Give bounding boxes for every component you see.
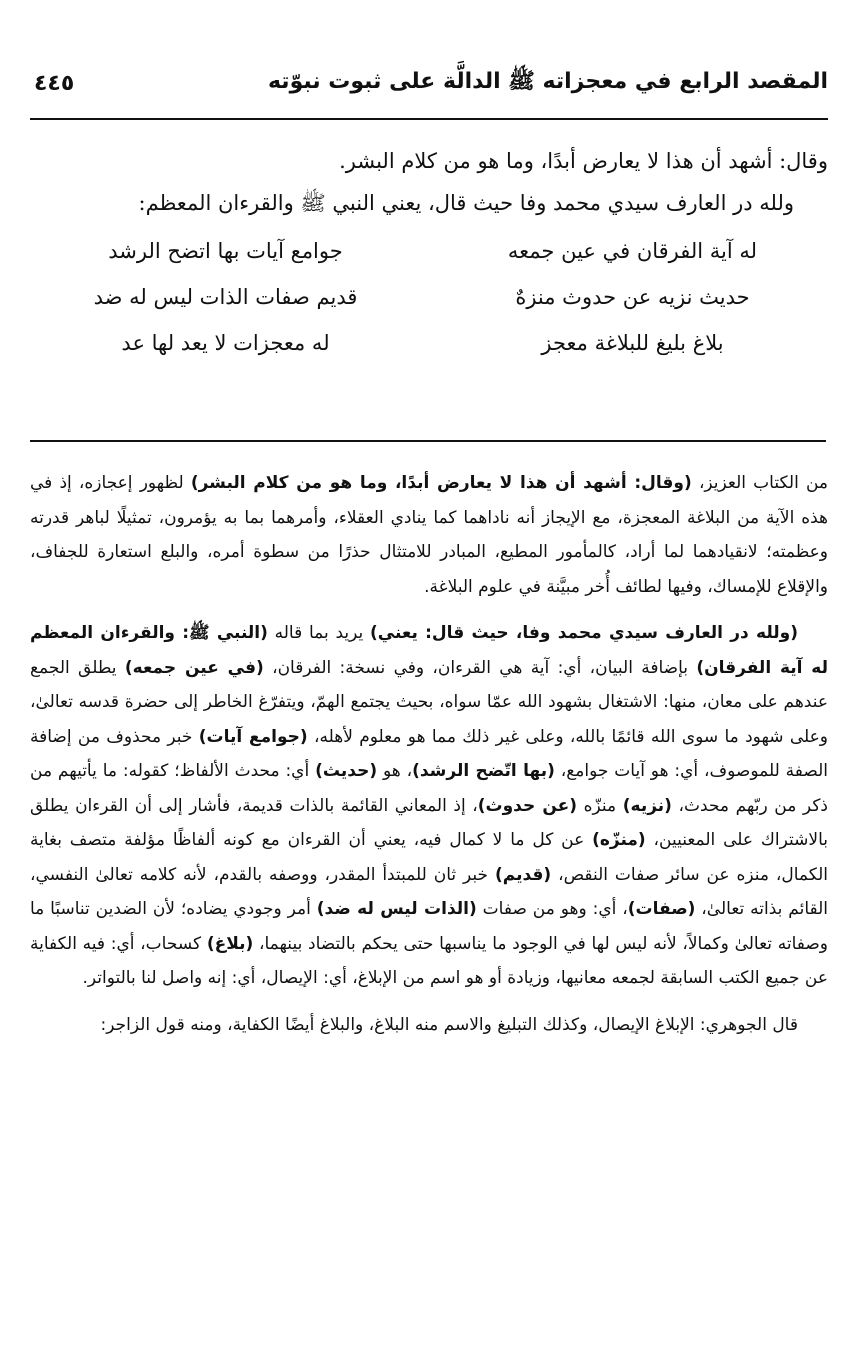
matn-line: ولله در العارف سيدي محمد وفا حيث قال، يعني النبي ﷺ والقرءان المعظم:: [138, 191, 794, 215]
commentary-span: بإضافة البيان، أي: آية هي القرءان، وفي نسخة: الفرقان،: [263, 657, 697, 678]
quoted-matn: (بلاغ): [206, 933, 254, 954]
commentary-paragraph: قال الجوهري: الإبلاغ الإيصال، وكذلك التبليغ والاسم منه البلاغ، والبلاغ أيضًا الكفاية، ومنه قول الزاجر:: [100, 1014, 798, 1035]
quoted-matn: (جوامع آيات): [198, 726, 308, 747]
commentary-paragraph: [30, 616, 828, 996]
commentary-span: ، إذ المعاني القائمة بالذات قديمة، فأشار إلى أن القرءان يطلق بالاشتراك على المعنيين،: [30, 795, 828, 850]
running-title: المقصد الرابع في معجزاته ﷺ الدالَّة على ثبوت نبوّته: [267, 69, 828, 94]
main-text: [30, 140, 828, 366]
commentary-span: عن كل ما لا كمال فيه، يعني أن القرءان مع كونه ألفاظًا مؤلفة متصف بغاية الكمال، منزه عن سائر صفات النقص،: [30, 830, 828, 885]
header-rule: [30, 118, 828, 120]
quoted-matn: (صفات): [627, 899, 696, 919]
commentary-span: لظهور إعجازه، إذ في هذه الآية من البلاغة المعجزة، مع الإيجاز أنه ناداهما كما ينادي العقلاء، وأمرهما بما به يؤمرون، تمثيلًا لباهر قدرته وعظمته؛ لانقيادهما لما أراد، كالمأمور المطيع، المبادر للامتثال حذرًا من سطوة أمره، والبلع استعارة للجفاف، والإقلاع للإمساك، وفيها لطائف أُخر مبيَّنة في علوم البلاغة.: [30, 473, 828, 597]
commentary-span: منزّه: [577, 795, 623, 816]
quoted-matn: (منزّه): [592, 830, 646, 850]
commentary-separator: [30, 440, 826, 442]
page-number: ٤٤٥: [34, 70, 75, 96]
quoted-matn: (الذات ليس له ضد): [316, 899, 477, 919]
quoted-matn: (نزيه): [622, 795, 672, 816]
commentary-text: [30, 466, 828, 1054]
poem-verse: [30, 228, 828, 274]
quoted-matn: (النبي ﷺ: والقرءان المعظم له آية الفرقان): [30, 623, 828, 678]
quoted-matn: (وقال: أشهد أن هذا لا يعارض أبدًا، وما هو من كلام البشر): [190, 473, 692, 493]
verse-first-hemistich: حديث نزيه عن حدوث منزهٌ: [515, 285, 750, 309]
commentary-paragraph: [30, 466, 828, 604]
verse-second-hemistich: قديم صفات الذات ليس له ضد: [93, 285, 358, 309]
commentary-span: أمر وجودي يضاده؛ لأن الضدين تناسبًا ما وصفاته تعالىٰ وكمالاً، لأنه ليس لها في الوجود ما يناسبها حتى يحكم بالتضاد بينهما،: [30, 899, 829, 954]
quoted-matn: (بها اتّضح الرشد): [412, 761, 555, 781]
verse-second-hemistich: له معجزات لا يعد لها عد: [121, 331, 330, 355]
verse-first-hemistich: له آية الفرقان في عين جمعه: [507, 239, 758, 263]
poem-verse: [30, 320, 828, 366]
quoted-matn: (عن حدوث): [477, 795, 578, 816]
page-header: [34, 58, 828, 108]
poem: [30, 228, 828, 366]
commentary-span: كسحاب، أي: فيه الكفاية عن جميع الكتب السابقة لجمعه معانيها، وزيادة أو هو اسم من الإبلاغ، أي: الإيصال، أي: إنه واصل لنا بالتواتر.: [30, 933, 828, 988]
commentary-span: ، هو: [377, 761, 413, 781]
commentary-span: خبر محذوف من إضافة الصفة للموصوف، أي: هو آيات جوامع،: [30, 726, 828, 781]
verse-first-hemistich: بلاغ بليغ للبلاغة معجز: [541, 331, 724, 355]
quoted-matn: (حديث): [315, 761, 378, 781]
quoted-matn: (في عين جمعه): [124, 657, 264, 678]
commentary-span: من الكتاب العزيز،: [691, 473, 828, 493]
quoted-matn: (ولله در العارف سيدي محمد وفا، حيث قال: يعني): [369, 623, 798, 643]
commentary-span: خبر ثان للمبتدأ المقدر، ووصفه بالقدم، لأنه كلامه تعالىٰ النفسي، القائم بذاته تعالىٰ،: [30, 864, 829, 919]
commentary-span: يريد بما قاله: [267, 623, 370, 643]
commentary-span: يطلق الجمع عندهم على معان، منها: الاشتغال بشهود الله عمّا سواه، بحيث يجتمع الهمّ، ويتفرّغ الخاطر إلى حضرة قدسه تعالىٰ، وعلى شهود ما سوى الله قائمًا بالله، وعلى غير ذلك مما هو معلوم لأهله،: [30, 657, 828, 747]
commentary-span: ، أي: وهو من صفات: [476, 899, 628, 919]
matn-line: وقال: أشهد أن هذا لا يعارض أبدًا، وما هو من كلام البشر.: [339, 149, 828, 173]
verse-second-hemistich: جوامع آيات بها اتضح الرشد: [108, 239, 343, 263]
commentary-span: أي: محدث الألفاظ؛ كقوله: ما يأتيهم من ذكر من ربّهم محدث،: [30, 761, 828, 816]
poem-verse: [30, 274, 828, 320]
quoted-matn: (قديم): [494, 864, 552, 885]
